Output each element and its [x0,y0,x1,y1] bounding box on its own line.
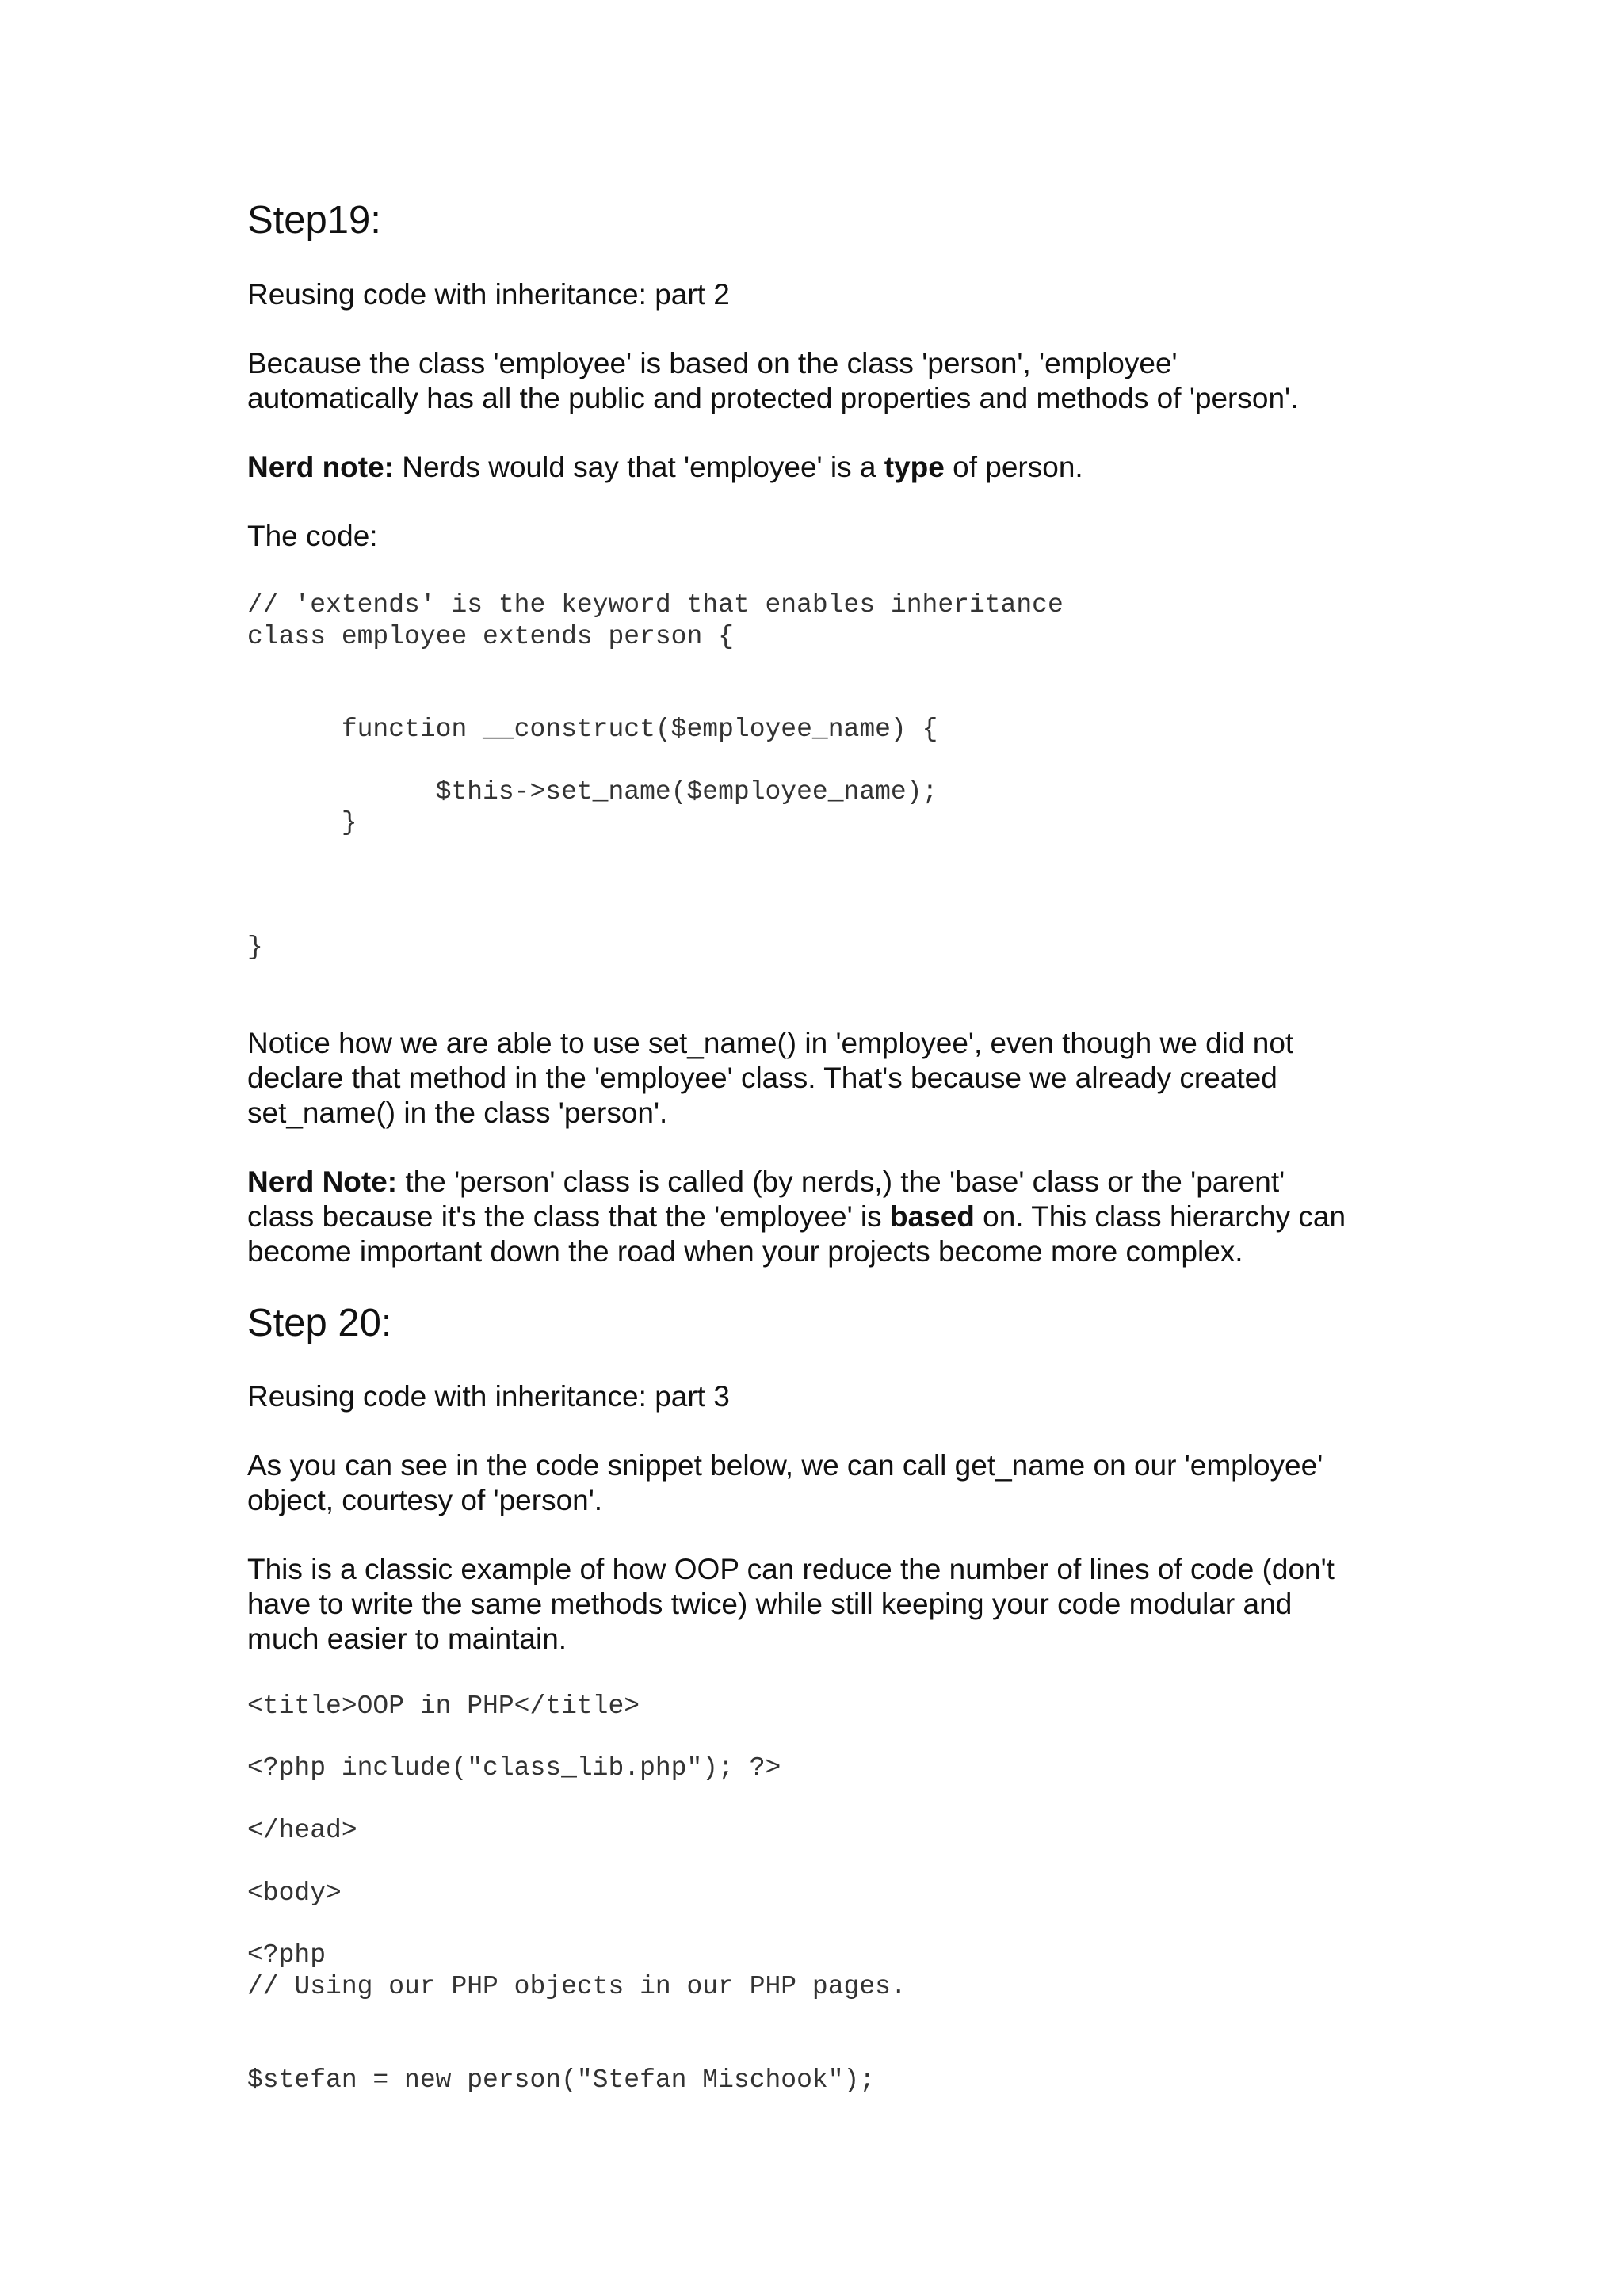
nerd-note-2-bold-word: based [889,1200,975,1233]
code-constructor-line: function __construct($employee_name) { [247,715,938,744]
step20-paragraph-1 [247,1448,1388,1518]
step19-notice-paragraph [247,1026,1388,1131]
step20-heading: Step 20: [247,1302,392,1344]
code-php-open: <?php [247,1940,327,1970]
step20-para2-line-1: This is a classic example of how OOP can reduce the number of lines of code (don't [247,1553,1335,1585]
nerd-note-2-line-2-post: on. This class hierarchy can [974,1200,1346,1233]
nerd-note-2-label: Nerd Note: [247,1165,398,1198]
code-class-declaration: class employee extends person { [247,622,734,651]
code-class-close: } [247,933,263,962]
step20-para2-line-3: much easier to maintain. [247,1623,567,1655]
nerd-note-text-post: of person. [944,451,1083,483]
code-new-person: $stefan = new person("Stefan Mischook"); [247,2065,876,2095]
nerd-note-text-pre: Nerds would say that 'employee' is a [394,451,884,483]
notice-line-3: set_name() in the class 'person'. [247,1097,668,1129]
nerd-note-bold-word: type [884,451,945,483]
step20-subtitle: Reusing code with inheritance: part 3 [247,1380,730,1413]
nerd-note-label: Nerd note: [247,451,394,483]
step19-heading: Step19: [247,199,381,242]
nerd-note-2-line-1: the 'person' class is called (by nerds,) the 'base' class or the 'parent' [397,1165,1285,1198]
step19-nerd-note [247,450,1388,485]
step19-subtitle: Reusing code with inheritance: part 2 [247,278,730,311]
step20-para1-line-2: object, courtesy of 'person'. [247,1484,603,1516]
step19-intro-line-2: automatically has all the public and protected properties and methods of 'person'. [247,382,1299,414]
step19-intro-line-1: Because the class 'employee' is based on the class 'person', 'employee' [247,347,1178,379]
step19-nerd-note-2 [247,1165,1388,1269]
step19-intro-paragraph [247,346,1388,416]
code-title-tag: <title>OOP in PHP</title> [247,1691,640,1721]
nerd-note-2-line-3: become important down the road when your projects become more complex. [247,1235,1243,1268]
code-using-comment: // Using our PHP objects in our PHP pages. [247,1972,907,2001]
step20-para2-line-2: have to write the same methods twice) while still keeping your code modular and [247,1588,1293,1620]
step20-paragraph-2 [247,1552,1388,1657]
code-comment-line: // 'extends' is the keyword that enables inheritance [247,590,1064,620]
notice-line-1: Notice how we are able to use set_name() in 'employee', even though we did not [247,1027,1294,1059]
code-php-include: <?php include("class_lib.php"); ?> [247,1753,781,1783]
document-page [247,0,1388,2296]
nerd-note-2-line-2-pre: class because it's the class that the 'employee' is [247,1200,890,1233]
code-body-open: <body> [247,1878,342,1908]
notice-line-2: declare that method in the 'employee' class. That's because we already created [247,1062,1277,1094]
step20-para1-line-1: As you can see in the code snippet below, we can call get_name on our 'employee' [247,1449,1323,1482]
code-head-close: </head> [247,1816,357,1845]
code-set-name-call: $this->set_name($employee_name); [247,777,938,807]
code-constructor-close: } [247,808,357,837]
step19-code-label: The code: [247,520,378,552]
